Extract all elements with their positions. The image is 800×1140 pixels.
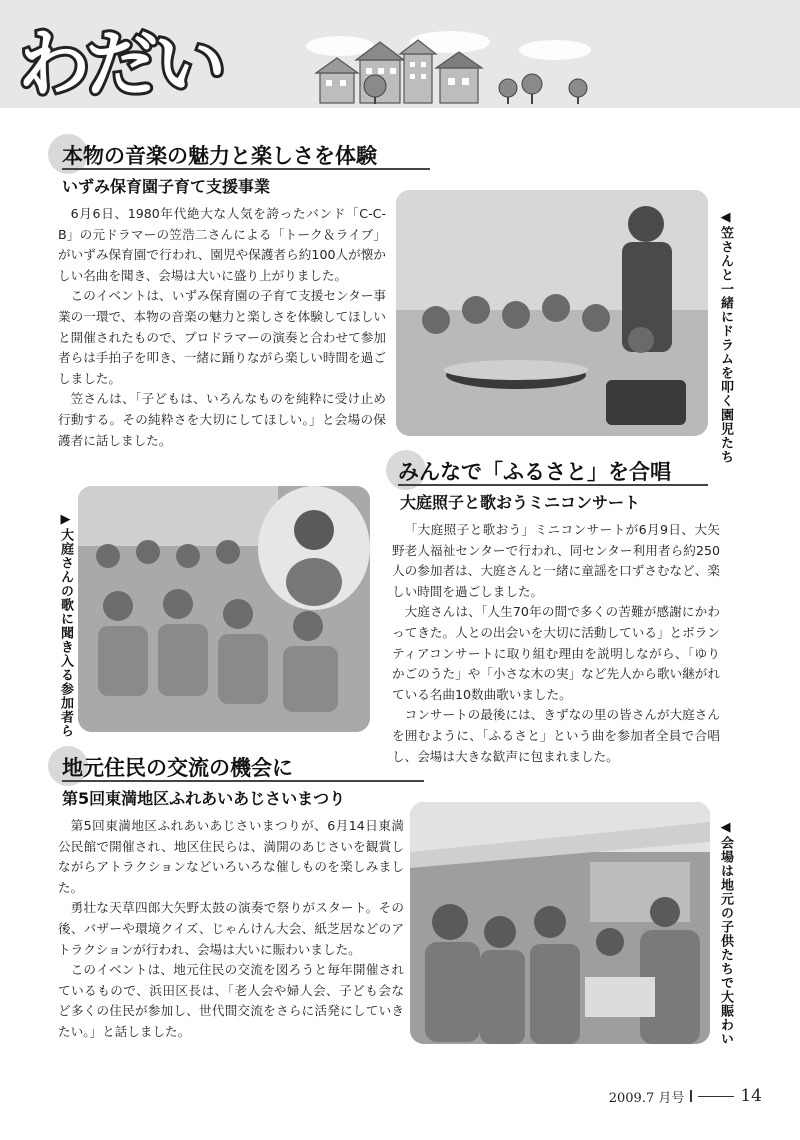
article2-paragraph: 「大庭照子と歌おう」ミニコンサートが6月9日、大矢野老人福祉センターで行われ、同センター利用者ら約250人の参加者は、大庭さんと一緒に童謡を口ずさむなど、楽しい時間を過ごしました。: [392, 522, 720, 599]
article2-caption: ▶大庭さんの歌に聞き入る参加者ら: [58, 512, 73, 738]
section-rule: [398, 484, 708, 486]
issue-label: 2009.7 月号: [608, 1090, 685, 1106]
article1-title: 本物の音楽の魅力と楽しさを体験: [62, 144, 377, 168]
article1-body: [58, 204, 386, 451]
article3-paragraph: 第5回東満地区ふれあいあじさいまつりが、6月14日東満公民館で開催され、地区住民らは、満開のあじさいを観賞しながらアトラクションなどいろいろな催しものを楽しみました。: [58, 818, 404, 895]
footer-rule: [698, 1096, 734, 1097]
footer-divider: [690, 1090, 692, 1102]
page-footer: [609, 1086, 762, 1106]
article2-body: [392, 520, 720, 767]
town-illustration: [300, 28, 600, 108]
article3-caption: ◀会場は地元の子供たちで大賑わい: [718, 820, 733, 1046]
article1-subtitle: いずみ保育園子育て支援事業: [62, 177, 271, 196]
page-number: 14: [740, 1086, 762, 1106]
article3-title: 地元住民の交流の機会に: [62, 756, 293, 780]
article3-body: [58, 816, 404, 1043]
article2-subtitle: 大庭照子と歌おうミニコンサート: [400, 493, 641, 512]
article2-paragraph: 大庭さんは、「人生70年の間で多くの苦難が感謝にかわってきた。人との出会いを大切に活動している」とボランティアコンサートに取り組む理由を説明しながら、「ゆりかごのうた」や「小さな木の実」など先人から歌い継がれている名曲10数曲歌いました。: [392, 604, 720, 702]
article1-caption: ◀笠さんと一緒にドラムを叩く園児たち: [718, 210, 733, 464]
article2-paragraph: コンサートの最後には、きずなの里の皆さんが大庭さんを囲むように、「ふるさと」という曲を参加者全員で合唱し、会場は大きな歓声に包まれました。: [392, 707, 720, 764]
article3-paragraph: このイベントは、地元住民の交流を図ろうと毎年開催されているもので、浜田区長は、「老人会や婦人会、子ども会など多くの住民が参加し、世代間交流をさらに活発にしていきたい。」と話しました。: [58, 962, 404, 1039]
article1-paragraph: 笠さんは、「子どもは、いろんなものを純粋に受け止め行動する。その純粋さを大切にしてほしい。」と会場の保護者に話しました。: [58, 391, 386, 448]
photo-festival-children: [410, 802, 710, 1044]
photo-concert-audience: [78, 486, 370, 732]
section-rule: [62, 780, 424, 782]
section-rule: [62, 168, 430, 170]
article3-paragraph: 勇壮な天草四郎大矢野太鼓の演奏で祭りがスタート。その後、バザーや環境クイズ、じゃんけん大会、紙芝居などのアトラクションが行われ、会場は大いに賑わいました。: [58, 900, 404, 957]
article2-title: みんなで「ふるさと」を合唱: [398, 460, 671, 484]
article1-paragraph: 6月6日、1980年代絶大な人気を誇ったバンド「C-C-B」の元ドラマーの笠浩二さんによる「トーク＆ライブ」がいずみ保育園で行われ、園児や保護者ら約100人が懐かしい名曲を聞き、会場は大いに盛り上がりました。: [58, 206, 386, 283]
article1-paragraph: このイベントは、いずみ保育園の子育て支援センター事業の一環で、本物の音楽の魅力と楽しさを体験してほしいと開催されたもので、プロドラマーの演奏と合わせて参加者らは手拍子を叩き、一緒に踊りながら楽しい時間を過ごしました。: [58, 288, 386, 386]
article3-subtitle: 第5回東満地区ふれあいあじさいまつり: [62, 789, 346, 808]
photo-drum-children: [396, 190, 708, 436]
masthead-title: わだい: [18, 22, 223, 106]
